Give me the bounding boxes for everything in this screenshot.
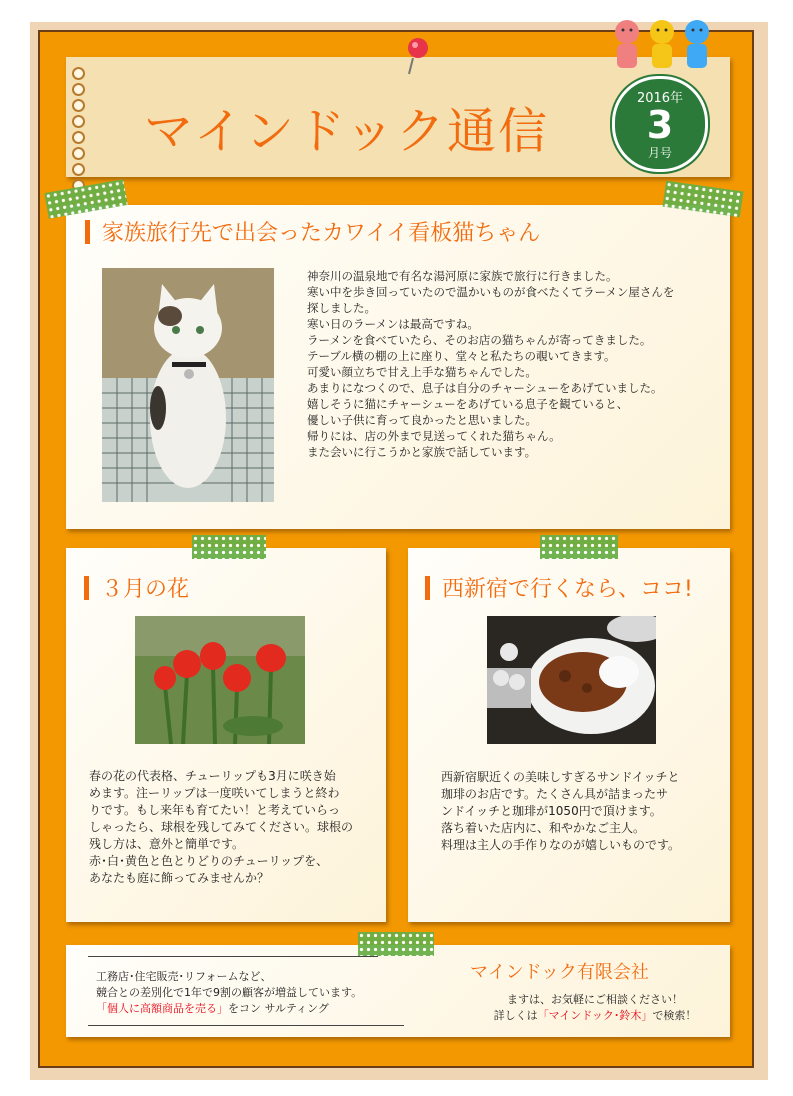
footer-contact-line — [470, 1008, 720, 1024]
tulip-photo — [135, 616, 305, 744]
company-name: マインドック有限会社 — [470, 962, 649, 983]
shinjuku-line: ンドイッチと珈琲が1050円で頂けます。 — [441, 804, 662, 818]
footer-line: 競合との差別化で1年で9割の顧客が増益しています。 — [96, 986, 363, 999]
shinjuku-line: 料理は主人の手作りなのが嬉しいものです。 — [441, 838, 681, 852]
feature-line: 可愛い顔立ちで甘え上手な猫ちゃんでした。 — [307, 365, 537, 379]
people-icon — [610, 18, 720, 70]
flower-heading — [84, 572, 189, 603]
cat-photo — [102, 268, 274, 502]
tape-decoration — [192, 535, 266, 559]
curry-photo — [487, 616, 656, 744]
flower-line: 赤･白･黄色と色とりどりのチューリップを、 — [89, 854, 329, 868]
footer-rule-top — [88, 956, 378, 957]
feature-line: 嬉しそうに猫にチャーシューをあげている息子を観ていると、 — [307, 397, 629, 411]
feature-line: 神奈川の温泉地で有名な湯河原に家族で旅行に行きました。 — [307, 269, 618, 283]
flower-line: しゃったら、球根を残してみてください。球根の — [89, 820, 354, 834]
shinjuku-line: 西新宿駅近くの美味しすぎるサンドイッチと — [441, 770, 680, 784]
tape-decoration — [358, 932, 434, 956]
issue-month: 3 — [646, 103, 674, 147]
flower-line: 春の花の代表格、チューリップも3月に咲き始 — [89, 769, 336, 783]
footer-highlight: 「個人に高額商品を売る」 — [96, 1002, 228, 1015]
footer-search-term: 「マインドック･鈴木」 — [537, 1009, 653, 1022]
shinjuku-line: 落ち着いた店内に、和やかなご主人。 — [441, 821, 646, 835]
footer-contact-post: で検索！ — [652, 1009, 697, 1022]
shinjuku-line: 珈琲のお店です。たくさん具が詰まったサ — [441, 787, 669, 801]
feature-line: テーブル横の棚の上に座り、堂々と私たちの覗いてきます。 — [307, 349, 616, 363]
flower-title: ３月の花 — [101, 577, 190, 602]
issue-badge — [612, 76, 708, 172]
feature-line: 探しました。 — [307, 301, 376, 315]
heading-bar — [84, 576, 89, 600]
issue-year: 2016年 — [636, 91, 684, 106]
shinjuku-heading — [425, 572, 693, 603]
footer-line-rest: をコン サルティング — [228, 1002, 329, 1015]
footer-left — [96, 969, 416, 1017]
notebook-rings — [72, 67, 84, 167]
feature-line: 優しい子供に育って良かったと思いました。 — [307, 413, 537, 427]
tape-decoration — [540, 535, 618, 559]
footer-line — [96, 1001, 416, 1017]
heading-bar — [85, 220, 90, 244]
flower-line: めます。注ーリップは一度咲いてしまうと終わ — [89, 786, 340, 800]
flower-line: あなたも庭に飾ってみませんか？ — [89, 871, 270, 885]
flower-body — [89, 768, 374, 887]
footer-rule-bottom — [88, 1025, 404, 1026]
feature-line: 寒い中を歩き回っていたので温かいものが食べたくてラーメン屋さんを — [307, 285, 675, 299]
footer-contact-pre: 詳しくは — [493, 1009, 538, 1022]
flower-line: りです。もし来年も育てたい！と考えていらっ — [89, 803, 341, 817]
feature-line: あまりになつくので、息子は自分のチャーシューをあげていました。 — [307, 381, 663, 395]
shinjuku-body — [441, 769, 721, 854]
footer-line: 工務店･住宅販売･リフォームなど、 — [96, 970, 272, 983]
pushpin-icon — [405, 36, 431, 76]
newsletter-title: マインドック通信 — [144, 103, 550, 160]
feature-line: ラーメンを食べていたら、そのお店の猫ちゃんが寄ってきました。 — [307, 333, 652, 347]
issue-suffix: 月号 — [647, 146, 672, 160]
flower-line: 残し方は、意外と簡単です。 — [89, 837, 245, 851]
feature-title: 家族旅行先で出会ったカワイイ看板猫ちゃん — [102, 221, 541, 246]
shinjuku-title: 西新宿で行くなら、ココ! — [442, 577, 693, 602]
feature-heading — [85, 216, 540, 247]
footer-right — [470, 992, 720, 1024]
feature-line: 寒い日のラーメンは最高ですね。 — [307, 317, 479, 331]
feature-body — [307, 268, 707, 460]
footer-contact-line: ますは、お気軽にご相談ください！ — [507, 993, 683, 1006]
feature-line: 帰りには、店の外まで見送ってくれた猫ちゃん。 — [307, 429, 561, 443]
feature-line: また会いに行こうかと家族で話しています。 — [307, 445, 537, 459]
heading-bar — [425, 576, 430, 600]
